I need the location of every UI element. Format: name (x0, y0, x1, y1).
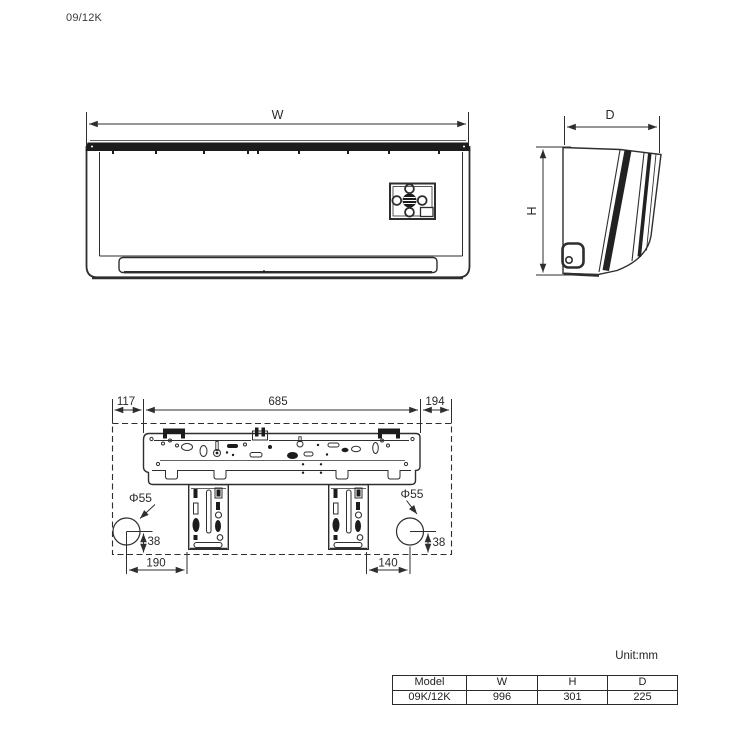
pipe-bracket-detail (563, 244, 584, 268)
plate-lower-contour (152, 471, 411, 480)
plate-width-dim-label: 685 (268, 396, 288, 408)
table-cell-w: 996 (467, 690, 538, 705)
depth-dim-label: D (605, 108, 615, 122)
hanger-bracket-left (189, 485, 229, 550)
table-header-d: D (608, 676, 678, 691)
drop-left-dim-label: 38 (147, 536, 161, 548)
air-outlet-flap (119, 258, 437, 273)
right-span-dim-label: 140 (378, 557, 398, 570)
left-offset-dim-label: 117 (116, 396, 136, 408)
side-view (536, 116, 661, 276)
table-row (393, 690, 678, 705)
table-header-h: H (538, 676, 608, 691)
table-header-row (393, 676, 678, 691)
mounting-plate-holes (150, 437, 414, 474)
hole-right-diameter-label: Φ55 (400, 487, 424, 501)
top-grille-strip (86, 143, 471, 152)
side-body-outline (563, 148, 661, 275)
hole-left-leader (140, 505, 155, 519)
dimension-table (392, 675, 678, 705)
table-cell-d: 225 (608, 690, 678, 705)
unit-note: Unit:mm (615, 650, 658, 662)
hole-left-diameter-label: Φ55 (129, 491, 152, 505)
drop-right-dim-label: 38 (432, 537, 446, 549)
height-dim-label: H (525, 206, 539, 216)
left-span-dim-label: 190 (146, 557, 166, 570)
front-view (86, 112, 471, 278)
table-header-w: W (467, 676, 538, 691)
model-code-heading: 09/12K (66, 12, 103, 24)
table-cell-h: 301 (538, 690, 608, 705)
display-panel-emblem (390, 184, 435, 220)
table-header-model: Model (393, 676, 467, 691)
table-cell-model: 09K/12K (393, 690, 467, 705)
hole-right-leader (407, 501, 418, 515)
width-dim-label: W (271, 108, 284, 122)
grille-segment-ticks (112, 151, 440, 154)
height-dimension (536, 147, 599, 275)
right-offset-dim-label: 194 (425, 396, 445, 408)
hanger-bracket-right (329, 485, 369, 550)
mounting-plate-outline (144, 434, 421, 485)
